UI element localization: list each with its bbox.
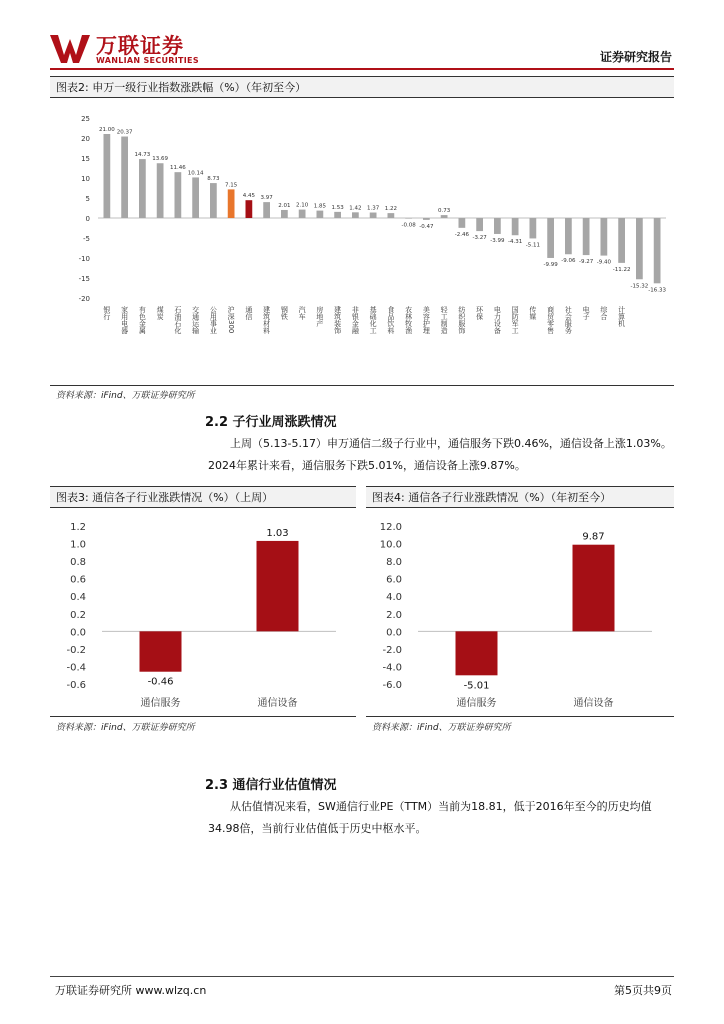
y-tick-label: 6.0 [386, 574, 402, 586]
x-tick-label: 农林牧渔 [404, 306, 413, 334]
logo-english-name: WANLIAN SECURITIES [96, 56, 199, 65]
data-label: 7.15 [225, 182, 238, 189]
y-tick-label: -2.0 [382, 644, 402, 656]
x-tick-label: 通信服务 [140, 698, 181, 709]
section-2-3-heading: 2.3 通信行业估值情况 [205, 778, 337, 793]
x-tick-label: 房地产 [315, 306, 324, 327]
bar [565, 218, 572, 254]
bar [139, 159, 146, 218]
data-label: 0.73 [438, 208, 451, 215]
x-tick-label: 纺织服饰 [457, 306, 466, 334]
x-tick-label: 石油石化 [173, 306, 182, 334]
industry-index-chart [50, 100, 674, 384]
data-label: 8.73 [207, 176, 220, 183]
bar [405, 218, 412, 219]
data-label: -3.99 [490, 237, 505, 244]
bar [210, 183, 217, 218]
y-tick-label: 5 [85, 195, 90, 203]
x-tick-label: 基础化工 [369, 306, 378, 334]
x-tick-label: 美容护理 [422, 306, 431, 334]
bar [281, 210, 288, 218]
bar [370, 213, 377, 218]
bar [157, 163, 164, 218]
y-tick-label: 8.0 [386, 557, 402, 569]
data-label: 1.53 [331, 204, 344, 211]
x-tick-label: 通信 [244, 306, 253, 320]
bar [476, 218, 483, 231]
bar [352, 212, 359, 218]
x-tick-label: 通信设备 [573, 698, 614, 709]
x-tick-label: 通信设备 [257, 698, 298, 709]
footer-website: 万联证券研究所 www.wlzq.cn [55, 984, 207, 997]
bar [228, 189, 235, 218]
bar [441, 215, 448, 218]
figure2-title: 图表2: 申万一级行业指数涨跌幅（%）（年初至今） [56, 81, 307, 94]
x-tick-label: 综合 [599, 306, 608, 320]
data-label: -5.11 [525, 242, 540, 249]
y-tick-label: -0.4 [66, 662, 86, 674]
x-tick-label: 商贸零售 [546, 306, 555, 334]
y-tick-label: -0.2 [66, 644, 86, 656]
bar [530, 218, 537, 238]
bar [456, 631, 498, 675]
y-tick-label: 2.0 [386, 609, 402, 621]
x-tick-label: 家用电器 [120, 306, 129, 334]
data-label: 1.42 [349, 205, 362, 212]
bar [494, 218, 501, 234]
y-tick-label: 0 [85, 215, 90, 223]
bar [388, 213, 395, 218]
bar [263, 202, 270, 218]
data-label: 3.97 [260, 195, 273, 202]
figure3-bottom-rule [50, 716, 356, 717]
x-tick-label: 煤炭 [156, 306, 165, 320]
x-tick-label: 计算机 [617, 306, 626, 327]
x-tick-label: 通信服务 [456, 698, 497, 709]
data-label: 2.10 [296, 202, 309, 209]
data-label: 10.14 [187, 170, 204, 177]
x-tick-label: 非银金融 [351, 306, 360, 334]
bar [573, 545, 615, 632]
x-tick-label: 交通运输 [191, 306, 200, 334]
y-tick-label: 0.0 [70, 627, 86, 639]
data-label: -15.32 [630, 283, 649, 290]
data-label: -9.06 [561, 258, 576, 265]
x-tick-label: 银行 [102, 306, 111, 320]
x-tick-label: 电子 [582, 306, 591, 320]
bar [601, 218, 608, 256]
header-divider [50, 68, 674, 70]
y-tick-label: 0.8 [70, 557, 86, 569]
data-label: 4.45 [242, 193, 255, 200]
y-tick-label: -20 [78, 295, 90, 303]
y-tick-label: 0.6 [70, 574, 86, 586]
data-label: -16.33 [648, 287, 666, 294]
x-tick-label: 汽车 [298, 306, 307, 320]
data-label: 1.85 [313, 203, 326, 210]
figure4-bottom-rule [366, 716, 674, 717]
wanlian-logo-icon [50, 33, 92, 65]
y-tick-label: -10 [78, 255, 90, 263]
y-tick-label: 0.0 [386, 627, 402, 639]
y-tick-label: 12.0 [379, 522, 402, 533]
bar [547, 218, 554, 258]
data-label: 11.46 [170, 165, 186, 172]
section-2-3-paragraph: 从估值情况来看，SW通信行业PE（TTM）当前为18.81，低于2016年至今的历史均值34.98倍，当前行业估值低于历史中枢水平。 [208, 800, 652, 835]
y-tick-label: 25 [81, 115, 90, 123]
data-label: -0.47 [419, 223, 434, 230]
bar [192, 177, 199, 218]
bar [654, 218, 661, 283]
y-tick-label: 15 [81, 155, 90, 163]
figure2-bottom-rule [50, 385, 674, 386]
y-tick-label: 10.0 [379, 539, 402, 551]
data-label: -9.99 [543, 261, 558, 268]
data-label: 1.22 [384, 206, 397, 213]
bar [257, 541, 299, 631]
bar [175, 172, 182, 218]
bar [423, 218, 430, 220]
x-tick-label: 有色金属 [138, 306, 147, 334]
data-label: -11.22 [612, 266, 631, 273]
data-label: 1.03 [266, 527, 289, 539]
bar [299, 210, 306, 218]
x-tick-label: 沪深300 [227, 306, 236, 334]
y-tick-label: 1.2 [70, 522, 86, 533]
report-type-label: 证券研究报告 [599, 50, 672, 64]
x-tick-label: 电力设备 [493, 306, 502, 334]
data-label: -3.27 [472, 235, 487, 242]
logo-chinese-name: 万联证券 [96, 34, 184, 58]
data-label: -5.01 [463, 680, 490, 692]
section-2-2-heading: 2.2 子行业周涨跌情况 [205, 415, 337, 430]
y-tick-label: -4.0 [382, 662, 402, 674]
data-label: -9.40 [596, 259, 611, 266]
x-tick-label: 钢铁 [280, 306, 289, 320]
data-label: 13.69 [152, 156, 168, 163]
x-tick-label: 传媒 [528, 306, 537, 320]
figure4-source: 资料来源：iFind、万联证券研究所 [372, 723, 511, 733]
section-2-2-paragraph: 上周（5.13-5.17）申万通信二级子行业中，通信服务下跌0.46%，通信设备上涨1.03%。2024年累计来看，通信服务下跌5.01%，通信设备上涨9.87%。 [208, 437, 672, 472]
x-tick-label: 社会服务 [564, 306, 573, 334]
y-tick-label: 0.4 [70, 592, 86, 604]
data-label: 14.73 [134, 152, 151, 159]
y-tick-label: 1.0 [70, 539, 86, 551]
figure3-title: 图表3: 通信各子行业涨跌情况（%）（上周） [56, 491, 274, 504]
x-tick-label: 公用事业 [209, 306, 218, 334]
bar [317, 211, 324, 218]
data-label: 20.37 [116, 129, 133, 136]
bar [334, 212, 341, 218]
y-tick-label: 20 [81, 135, 90, 143]
x-tick-label: 建筑装饰 [333, 306, 342, 334]
y-tick-label: -0.6 [66, 680, 86, 691]
y-tick-label: -5 [83, 235, 90, 243]
x-tick-label: 国防军工 [511, 306, 520, 334]
x-tick-label: 环保 [475, 306, 484, 320]
data-label: -2.46 [454, 231, 469, 238]
ytd-subsector-chart [366, 512, 674, 714]
data-label: 9.87 [582, 531, 605, 543]
y-tick-label: 0.2 [70, 609, 86, 621]
data-label: -9.27 [579, 259, 594, 266]
y-tick-label: -15 [78, 275, 90, 283]
data-label: 2.01 [278, 202, 291, 209]
bar [618, 218, 625, 263]
figure4-title: 图表4: 通信各子行业涨跌情况（%）（年初至今） [372, 491, 612, 504]
x-tick-label: 建筑材料 [262, 306, 271, 334]
data-label: -0.08 [401, 222, 416, 229]
y-tick-label: 4.0 [386, 592, 402, 604]
data-label: -4.31 [508, 239, 523, 246]
bar [636, 218, 643, 279]
footer-divider [50, 976, 674, 977]
data-label: 21.00 [99, 127, 115, 133]
data-label: 1.37 [367, 205, 380, 212]
weekly-subsector-chart [50, 512, 356, 714]
bar [121, 137, 128, 218]
y-tick-label: 10 [81, 175, 90, 183]
y-tick-label: -6.0 [382, 680, 402, 691]
bar [246, 200, 253, 218]
figure3-source: 资料来源：iFind、万联证券研究所 [56, 723, 195, 733]
bar [512, 218, 519, 235]
bar [104, 134, 111, 218]
bar [459, 218, 466, 228]
data-label: -0.46 [147, 676, 174, 688]
bar [583, 218, 590, 255]
footer-page-number: 第5页共9页 [614, 984, 672, 997]
x-tick-label: 轻工制造 [440, 306, 449, 334]
figure2-source: 资料来源：iFind、万联证券研究所 [56, 391, 195, 401]
x-tick-label: 食品饮料 [386, 306, 395, 334]
bar [140, 631, 182, 671]
